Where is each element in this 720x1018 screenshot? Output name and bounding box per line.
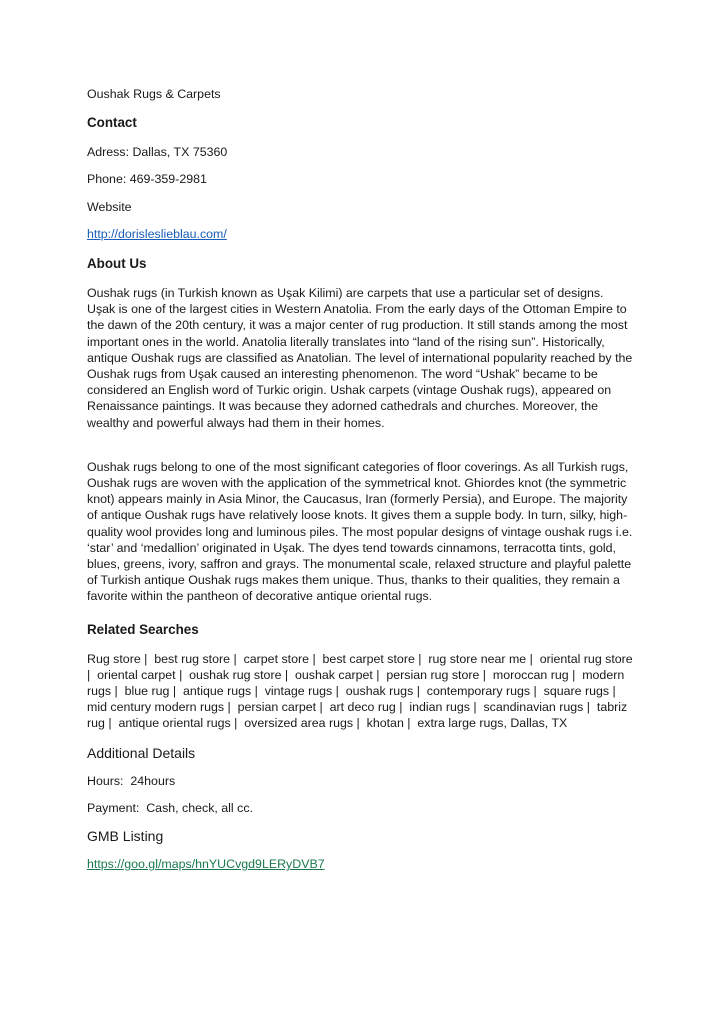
contact-heading: Contact [87, 115, 137, 131]
phone-line: Phone: 469-359-2981 [87, 172, 207, 187]
about-paragraph-2: Oushak rugs belong to one of the most significant categories of floor coverings. As all Turkish rugs, Oushak rugs are woven with the application of the symmetrical knot. Ghiordes knot (the symmetric knot) appears mainly in Asia Minor, the Caucasus, Iran (formerly Persia), and Europe. The majority of antique Oushak rugs have relatively loose knots. It gives them a supple body. In turn, silky, high-quality wool provides long and luminous piles. The most popular designs of vintage oushak rugs i.e. ‘star’ and ‘medallion’ originated in Uşak. The dyes tend towards cinnamons, terracotta tints, gold, blues, greens, ivory, saffron and grays. The monumental scale, relaxed structure and playful palette of Turkish antique Oushak rugs makes them unique. Thus, thanks to their qualities, they remain a favorite within the pantheon of decorative antique oriental rugs. [87, 459, 633, 604]
document-page [87, 86, 635, 883]
additional-details-heading: Additional Details [87, 744, 196, 761]
address-line: Adress: Dallas, TX 75360 [87, 145, 228, 160]
hours-line: Hours: 24hours [87, 773, 176, 788]
about-paragraph-1: Oushak rugs (in Turkish known as Uşak Kilimi) are carpets that use a particular set of designs. Uşak is one of the largest cities in Western Anatolia. From the early days of the Ottoman Empire to the dawn of the 20th century, it was a major center of rug production. It still stands among the most important ones in the world. Anatolia literally translates into “land of the rising sun”. Historically, antique Oushak rugs are classified as Anatolian. The level of international popularity reached by the Oushak rugs from Uşak caused an interesting phenomenon. The word “Ushak” became to be considered an English word of Turkic origin. Ushak carpets (vintage Oushak rugs), appeared on Renaissance paintings. It was because they adorned cathedrals and churches. Moreover, the wealthy and powerful always had them in their homes. [87, 286, 633, 430]
website-link[interactable]: http://dorisleslieblau.com/ [87, 226, 227, 241]
about-heading: About Us [87, 256, 147, 272]
document-title: Oushak Rugs & Carpets [87, 87, 221, 101]
related-searches-list: Rug store | best rug store | carpet store | best carpet store | rug store near me | oriental rug store | oriental carpet | oushak rug store | oushak carpet | persian rug store | moroccan rug | modern rugs | blue rug | antique rugs | vintage rugs | oushak rugs | contemporary rugs | square rugs | mid century modern rugs | persian carpet | art deco rug | indian rugs | scandinavian rugs | tabriz rug | antique oriental rugs | oversized area rugs | khotan | extra large rugs, Dallas, TX [87, 651, 637, 731]
gmb-listing-heading: GMB Listing [87, 828, 164, 845]
related-searches-heading: Related Searches [87, 621, 199, 637]
website-label: Website [87, 199, 132, 214]
gmb-listing-link[interactable]: https://goo.gl/maps/hnYUCvgd9LERyDVB7 [87, 857, 325, 872]
payment-line: Payment: Cash, check, all cc. [87, 800, 253, 815]
